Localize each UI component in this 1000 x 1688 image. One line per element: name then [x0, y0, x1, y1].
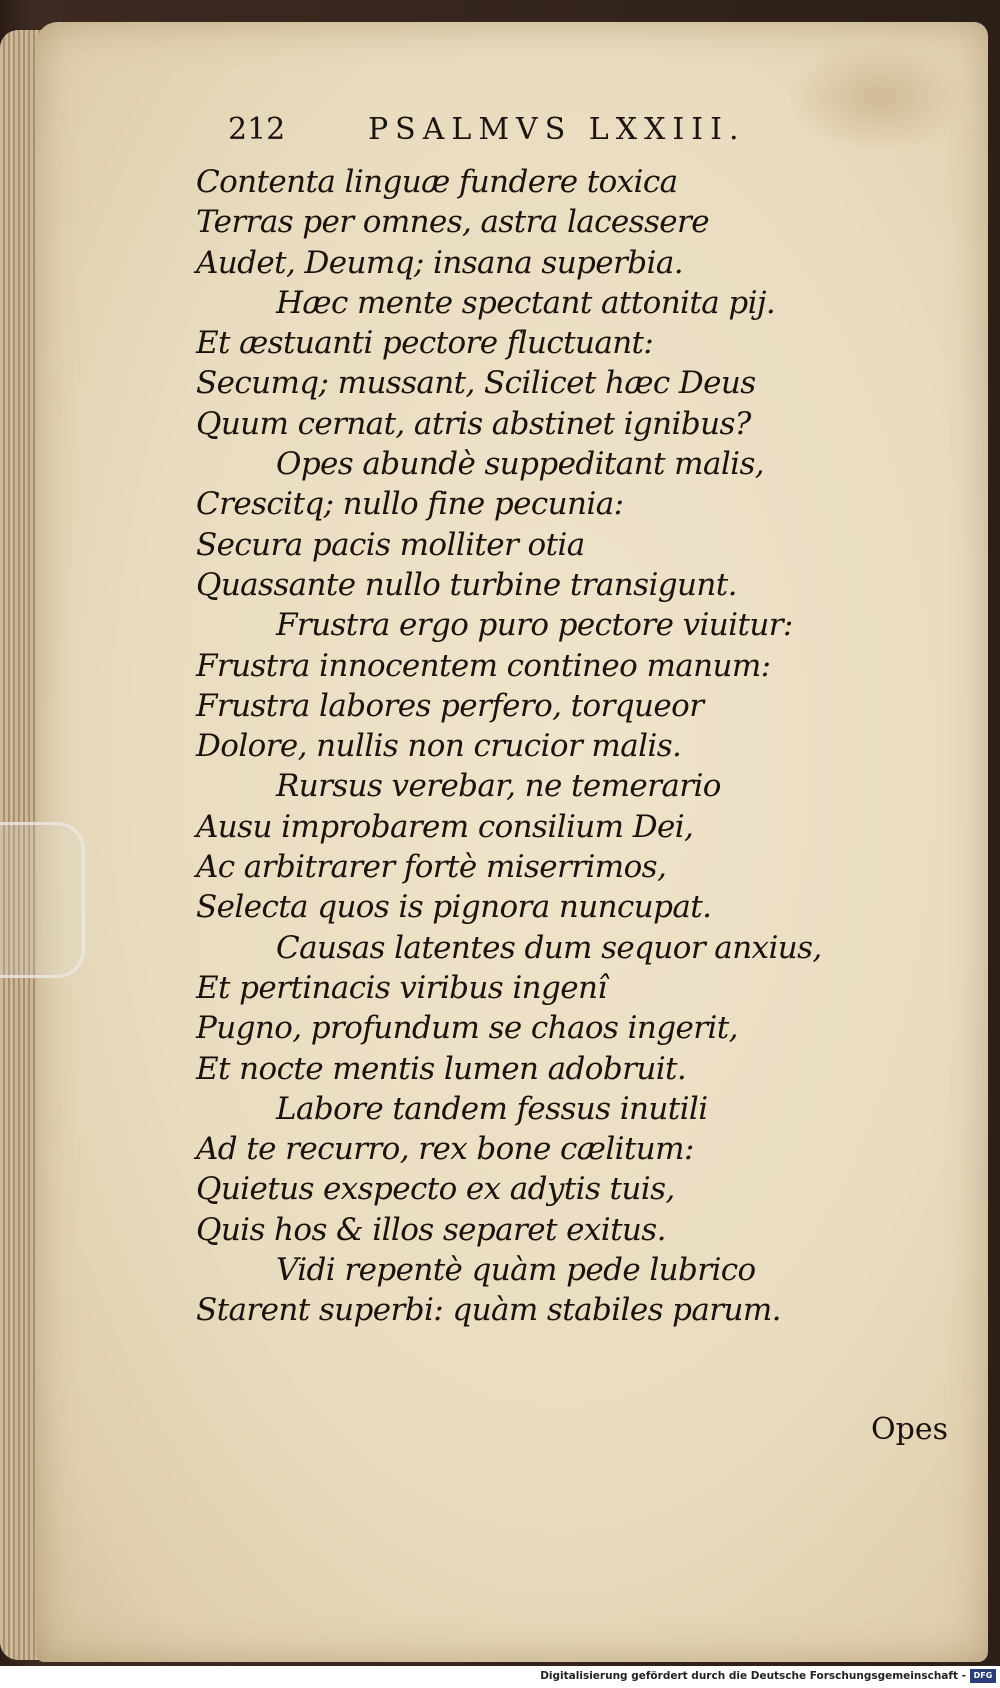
- catchword: Opes: [871, 1412, 948, 1447]
- verse-line: Hæc mente spectant attonita pij.: [276, 284, 776, 321]
- verse-line: Labore tandem fessus inutili: [276, 1090, 708, 1127]
- footer-bar: [0, 1666, 1000, 1688]
- verse-line: Starent superbi: quàm stabiles parum.: [196, 1292, 781, 1329]
- verse-line: Et pertinacis viribus ingenî: [196, 969, 607, 1006]
- verse-block: [196, 162, 836, 1331]
- verse-line: Secura pacis molliter otia: [196, 526, 585, 563]
- running-head: [228, 112, 798, 162]
- verse-line: Pugno, profundum se chaos ingerit,: [196, 1010, 738, 1047]
- verse-line: Vidi repentè quàm pede lubrico: [276, 1252, 756, 1289]
- verse-line: Frustra labores perfero, torqueor: [196, 687, 704, 724]
- verse-line: Contenta linguæ fundere toxica: [196, 164, 678, 200]
- verse-line: Crescitq; nullo fine pecunia:: [196, 486, 624, 523]
- page-number: 212: [228, 112, 286, 147]
- verse-line: Ausu improbarem consilium Dei,: [196, 808, 694, 845]
- page-clip: [0, 822, 85, 978]
- verse-line: Ad te recurro, rex bone cælitum:: [196, 1131, 694, 1168]
- verse-line: Audet, Deumq; insana superbia.: [196, 244, 683, 281]
- dfg-logo: DFG: [970, 1669, 996, 1683]
- verse-line: Opes abundè suppeditant malis,: [276, 446, 765, 483]
- verse-line: Selecta quos is pignora nuncupat.: [196, 889, 712, 926]
- verse-line: Causas latentes dum sequor anxius,: [276, 929, 822, 966]
- verse-line: Secumq; mussant, Scilicet hæc Deus: [196, 365, 756, 402]
- verse-line: Quum cernat, atris abstinet ignibus?: [196, 405, 751, 442]
- verse-line: Dolore, nullis non crucior malis.: [196, 728, 682, 765]
- verse-line: Quietus exspecto ex adytis tuis,: [196, 1171, 675, 1208]
- verse-line: Quis hos & illos separet exitus.: [196, 1211, 666, 1248]
- verse-line: Et nocte mentis lumen adobruit.: [196, 1050, 687, 1087]
- verse-line: Rursus verebar, ne temerario: [276, 768, 721, 805]
- digitization-credit: Digitalisierung gefördert durch die Deutsche Forschungsgemeinschaft -: [540, 1670, 966, 1682]
- verse-line: Ac arbitrarer fortè miserrimos,: [196, 849, 667, 886]
- verse-line: Et æstuanti pectore fluctuant:: [196, 325, 654, 362]
- verse-line: Frustra innocentem contineo manum:: [196, 647, 771, 684]
- verse-line: Frustra ergo puro pectore viuitur:: [276, 607, 793, 644]
- verse-line: Quassante nullo turbine transigunt.: [196, 566, 737, 603]
- paper-stain: [788, 42, 968, 152]
- verse-line: Terras per omnes, astra lacessere: [196, 204, 709, 241]
- psalm-title: PSALMVS LXXIII.: [368, 112, 746, 147]
